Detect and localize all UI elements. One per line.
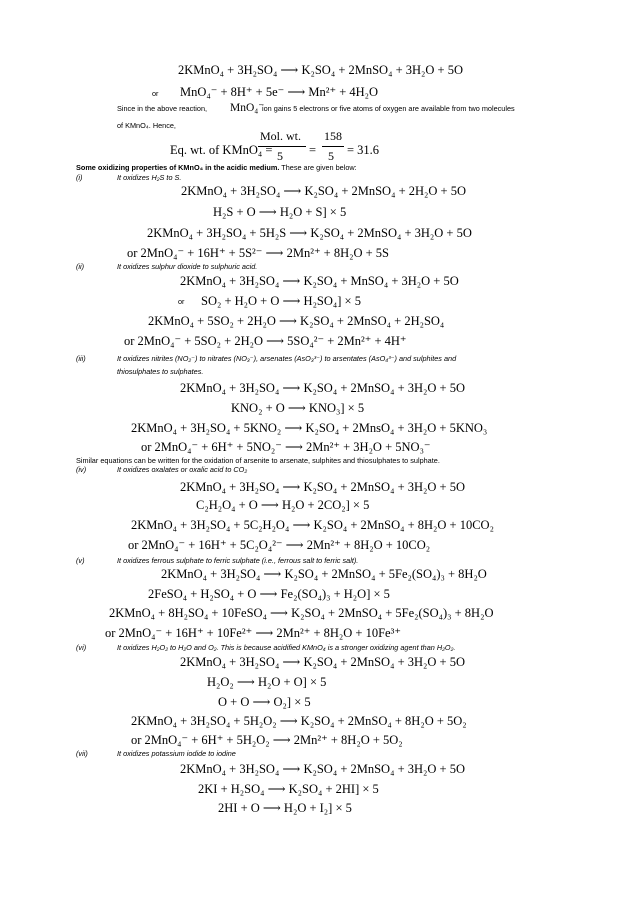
eq-wt-denominator: 5: [277, 149, 283, 163]
eq-vi-3: O + O ⟶ O₂] × 5: [218, 695, 311, 709]
item-label-v: (v): [76, 556, 85, 565]
eq-v-1: 2KMnO₄ + 3H₂SO₄ ⟶ K₂SO₄ + 2MnSO₄ + 5Fe₂(SO₄)₃ + 8H₂O: [161, 567, 487, 581]
item-desc-iv: It oxidizes oxalates or oxalic acid to CO₂: [117, 465, 248, 474]
equation-top-2: MnO₄⁻ + 8H⁺ + 5e⁻ ⟶ Mn²⁺ + 4H₂O: [180, 85, 379, 99]
item-desc-iii-2: thiosulphates to sulphates.: [117, 367, 204, 376]
fraction-line-2: [322, 146, 344, 147]
fraction-line-1: [258, 146, 306, 147]
item-label-vi: (vi): [76, 643, 87, 652]
eq-ii-3: 2KMnO₄ + 5SO₂ + 2H₂O ⟶ K₂SO₄ + 2MnSO₄ + 2H₂SO₄: [148, 314, 445, 328]
or-label-ii: or: [178, 297, 185, 306]
paragraph-line-2: of KMnO₄. Hence,: [117, 121, 176, 130]
eq-ii-2: SO₂ + H₂O + O ⟶ H₂SO₄] × 5: [201, 294, 361, 308]
eq-wt-num2: 158: [324, 129, 342, 143]
eq-wt-den2: 5: [328, 149, 334, 163]
eq-iii-2: KNO₂ + O ⟶ KNO₃] × 5: [231, 401, 365, 415]
similar-note: Similar equations can be written for the oxidation of arsenite to arsenate, sulphites and thiosulphates to sulphate.: [76, 456, 440, 465]
eq-i-1: 2KMnO₄ + 3H₂SO₄ ⟶ K₂SO₄ + 2MnSO₄ + 2H₂O + 5O: [181, 184, 466, 198]
eq-v-3: 2KMnO₄ + 8H₂SO₄ + 10FeSO₄ ⟶ K₂SO₄ + 2MnSO₄ + 5Fe₂(SO₄)₃ + 8H₂O: [109, 606, 494, 620]
eq-i-3: 2KMnO₄ + 3H₂SO₄ + 5H₂S ⟶ K₂SO₄ + 2MnSO₄ + 3H₂O + 5O: [147, 226, 472, 240]
eq-iv-2: C₂H₂O₄ + O ⟶ H₂O + 2CO₂] × 5: [196, 498, 370, 512]
item-desc-v: It oxidizes ferrous sulphate to ferric sulphate (i.e., ferrous salt to ferric salt).: [117, 556, 359, 565]
paragraph-line-1b: ion gains 5 electrons or five atoms of oxygen are available from two molecules: [262, 104, 515, 113]
eq-iii-1: 2KMnO₄ + 3H₂SO₄ ⟶ K₂SO₄ + 2MnSO₄ + 3H₂O + 5O: [180, 381, 465, 395]
eq-vii-3: 2HI + O ⟶ H₂O + I₂] × 5: [218, 801, 352, 815]
eq-iii-4: or 2MnO₄⁻ + 6H⁺ + 5NO₂⁻ ⟶ 2Mn²⁺ + 3H₂O + 5NO₃⁻: [141, 440, 431, 454]
section-heading: Some oxidizing properties of KMnO₄ in the acidic medium. These are given below:: [76, 163, 357, 172]
eq-wt-label: Eq. wt. of KMnO₄ =: [170, 143, 273, 157]
eq-ii-1: 2KMnO₄ + 3H₂SO₄ ⟶ K₂SO₄ + MnSO₄ + 3H₂O + 5O: [180, 274, 459, 288]
eq-vi-5: or 2MnO₄⁻ + 6H⁺ + 5H₂O₂ ⟶ 2Mn²⁺ + 8H₂O + 5O₂: [131, 733, 403, 747]
equation-top-1: 2KMnO₄ + 3H₂SO₄ ⟶ K₂SO₄ + 2MnSO₄ + 3H₂O + 5O: [178, 63, 463, 77]
eq-v-2: 2FeSO₄ + H₂SO₄ + O ⟶ Fe₂(SO₄)₃ + H₂O] × 5: [148, 587, 390, 601]
item-desc-i: It oxidizes H₂S to S.: [117, 173, 182, 182]
item-label-iv: (iv): [76, 465, 87, 474]
eq-iii-3: 2KMnO₄ + 3H₂SO₄ + 5KNO₂ ⟶ K₂SO₄ + 2MnsO₄ + 3H₂O + 5KNO₃: [131, 421, 488, 435]
eq-ii-4: or 2MnO₄⁻ + 5SO₂ + 2H₂O ⟶ 5SO₄²⁻ + 2Mn²⁺ + 4H⁺: [124, 334, 407, 348]
item-desc-iii: It oxidizes nitrites (NO₂⁻) to nitrates (NO₃⁻), arsenates (AsO₃³⁻) to arsentates (AsO₄³⁻) and sulphites and: [117, 354, 457, 363]
eq-vi-2: H₂O₂ ⟶ H₂O + O] × 5: [207, 675, 327, 689]
eq-i-4: or 2MnO₄⁻ + 16H⁺ + 5S²⁻ ⟶ 2Mn²⁺ + 8H₂O + 5S: [127, 246, 389, 260]
eq-iv-1: 2KMnO₄ + 3H₂SO₄ ⟶ K₂SO₄ + 2MnSO₄ + 3H₂O + 5O: [180, 480, 465, 494]
item-label-vii: (vii): [76, 749, 88, 758]
eq-vi-1: 2KMnO₄ + 3H₂SO₄ ⟶ K₂SO₄ + 2MnSO₄ + 3H₂O + 5O: [180, 655, 465, 669]
mno4-ion: MnO₄⁻: [230, 102, 265, 114]
eq-sign-1: =: [309, 143, 317, 157]
paragraph-line-1a: Since in the above reaction,: [117, 104, 208, 113]
eq-i-2: H₂S + O ⟶ H₂O + S] × 5: [213, 205, 347, 219]
eq-vi-4: 2KMnO₄ + 3H₂SO₄ + 5H₂O₂ ⟶ K₂SO₄ + 2MnSO₄ + 8H₂O + 5O₂: [131, 714, 467, 728]
eq-vii-1: 2KMnO₄ + 3H₂SO₄ ⟶ K₂SO₄ + 2MnSO₄ + 3H₂O + 5O: [180, 762, 465, 776]
item-desc-vi: It oxidizes H₂O₂ to H₂O and O₂. This is because acidified KMnO₄ is a stronger oxidizing agent than H₂O₂.: [117, 643, 456, 652]
item-desc-vii: It oxidizes potassium iodide to iodine: [117, 749, 236, 758]
or-label-top: or: [152, 89, 159, 98]
item-desc-ii: It oxidizes sulphur dioxide to sulphuric acid.: [117, 262, 258, 271]
item-label-ii: (ii): [76, 262, 85, 271]
eq-wt-numerator: Mol. wt.: [260, 129, 302, 143]
eq-iv-4: or 2MnO₄⁻ + 16H⁺ + 5C₂O₄²⁻ ⟶ 2Mn²⁺ + 8H₂O + 10CO₂: [128, 538, 431, 552]
eq-iv-3: 2KMnO₄ + 3H₂SO₄ + 5C₂H₂O₄ ⟶ K₂SO₄ + 2MnSO₄ + 8H₂O + 10CO₂: [131, 518, 494, 532]
eq-v-4: or 2MnO₄⁻ + 16H⁺ + 10Fe²⁺ ⟶ 2Mn²⁺ + 8H₂O + 10Fe³⁺: [105, 626, 401, 640]
eq-wt-result: = 31.6: [347, 143, 380, 157]
item-label-i: (i): [76, 173, 83, 182]
item-label-iii: (iii): [76, 354, 86, 363]
eq-vii-2: 2KI + H₂SO₄ ⟶ K₂SO₄ + 2HI] × 5: [198, 782, 379, 796]
